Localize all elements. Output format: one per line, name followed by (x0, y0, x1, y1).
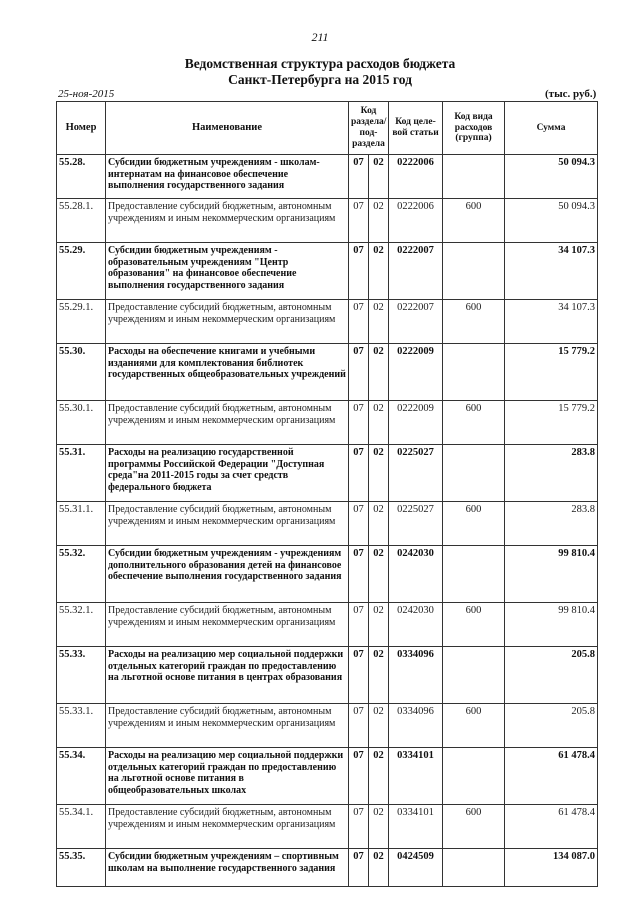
row-name: Предоставление субсидий бюджетным, автономным учреждениям и иным некоммерческим организациям (106, 603, 349, 647)
row-sum: 15 779.2 (505, 401, 598, 445)
document-title-line-2: Санкт-Петербурга на 2015 год (228, 72, 412, 87)
row-section: 07 (349, 546, 369, 603)
row-name: Субсидии бюджетным учреждениям - образовательным учреждениям "Центр образования" на финансовое обеспечение выполнения государственного задания (106, 243, 349, 300)
table-row (57, 647, 598, 704)
table-row (57, 603, 598, 647)
row-expense-kind: 600 (443, 502, 505, 546)
row-section: 07 (349, 603, 369, 647)
row-section: 07 (349, 344, 369, 401)
row-expense-kind (443, 546, 505, 603)
row-target-code: 0222009 (389, 401, 443, 445)
row-number: 55.30. (57, 344, 106, 401)
row-sum: 61 478.4 (505, 748, 598, 805)
row-expense-kind: 600 (443, 805, 505, 849)
row-number: 55.29. (57, 243, 106, 300)
row-name: Предоставление субсидий бюджетным, автономным учреждениям и иным некоммерческим организациям (106, 300, 349, 344)
row-sum: 134 087.0 (505, 849, 598, 887)
header-sum: Сумма (505, 102, 598, 155)
table-row (57, 704, 598, 748)
row-target-code: 0222006 (389, 155, 443, 199)
row-expense-kind (443, 155, 505, 199)
header-section-code: Код раздела/ под-раздела (349, 102, 389, 155)
row-subsection: 02 (369, 300, 389, 344)
document-title-line-1: Ведомственная структура расходов бюджета (184, 56, 456, 71)
row-target-code: 0334101 (389, 805, 443, 849)
row-subsection: 02 (369, 344, 389, 401)
row-expense-kind: 600 (443, 603, 505, 647)
row-subsection: 02 (369, 849, 389, 887)
row-number: 55.29.1. (57, 300, 106, 344)
row-target-code: 0334096 (389, 704, 443, 748)
table-row (57, 344, 598, 401)
row-number: 55.28.1. (57, 199, 106, 243)
document-date: 25-ноя-2015 (58, 88, 115, 100)
table-row (57, 805, 598, 849)
table-row (57, 546, 598, 603)
table-row (57, 155, 598, 199)
table-row (57, 748, 598, 805)
row-number: 55.32. (57, 546, 106, 603)
row-name: Предоставление субсидий бюджетным, автономным учреждениям и иным некоммерческим организациям (106, 401, 349, 445)
row-section: 07 (349, 748, 369, 805)
row-section: 07 (349, 647, 369, 704)
row-sum: 61 478.4 (505, 805, 598, 849)
row-sum: 283.8 (505, 445, 598, 502)
row-subsection: 02 (369, 155, 389, 199)
table-row (57, 445, 598, 502)
row-target-code: 0222007 (389, 243, 443, 300)
row-number: 55.33.1. (57, 704, 106, 748)
row-section: 07 (349, 805, 369, 849)
row-section: 07 (349, 300, 369, 344)
row-name: Предоставление субсидий бюджетным, автономным учреждениям и иным некоммерческим организациям (106, 805, 349, 849)
header-name: Наименование (106, 102, 349, 155)
row-subsection: 02 (369, 748, 389, 805)
row-expense-kind (443, 748, 505, 805)
budget-table (56, 101, 598, 887)
row-section: 07 (349, 199, 369, 243)
units-label: (тыс. руб.) (545, 88, 597, 100)
row-expense-kind (443, 344, 505, 401)
row-name: Предоставление субсидий бюджетным, автономным учреждениям и иным некоммерческим организациям (106, 704, 349, 748)
row-sum: 15 779.2 (505, 344, 598, 401)
row-target-code: 0225027 (389, 502, 443, 546)
row-subsection: 02 (369, 603, 389, 647)
header-target-code: Код целе-вой статьи (389, 102, 443, 155)
row-sum: 50 094.3 (505, 155, 598, 199)
row-target-code: 0222006 (389, 199, 443, 243)
row-section: 07 (349, 445, 369, 502)
row-sum: 50 094.3 (505, 199, 598, 243)
row-section: 07 (349, 155, 369, 199)
row-sum: 34 107.3 (505, 243, 598, 300)
row-target-code: 0242030 (389, 546, 443, 603)
row-number: 55.31. (57, 445, 106, 502)
row-section: 07 (349, 502, 369, 546)
row-section: 07 (349, 401, 369, 445)
page-number: 211 (311, 30, 329, 44)
row-subsection: 02 (369, 704, 389, 748)
row-subsection: 02 (369, 243, 389, 300)
row-name: Субсидии бюджетным учреждениям – спортивным школам на выполнение государственного задания (106, 849, 349, 887)
row-subsection: 02 (369, 445, 389, 502)
row-number: 55.34.1. (57, 805, 106, 849)
row-number: 55.31.1. (57, 502, 106, 546)
row-name: Предоставление субсидий бюджетным, автономным учреждениям и иным некоммерческим организациям (106, 199, 349, 243)
row-sum: 205.8 (505, 704, 598, 748)
row-sum: 99 810.4 (505, 546, 598, 603)
row-section: 07 (349, 243, 369, 300)
row-number: 55.35. (57, 849, 106, 887)
header-number: Номер (57, 102, 106, 155)
row-expense-kind (443, 243, 505, 300)
row-sum: 205.8 (505, 647, 598, 704)
table-row (57, 849, 598, 887)
row-subsection: 02 (369, 546, 389, 603)
row-number: 55.34. (57, 748, 106, 805)
row-target-code: 0225027 (389, 445, 443, 502)
row-expense-kind (443, 445, 505, 502)
row-sum: 283.8 (505, 502, 598, 546)
row-number: 55.32.1. (57, 603, 106, 647)
row-number: 55.30.1. (57, 401, 106, 445)
row-number: 55.28. (57, 155, 106, 199)
row-name: Расходы на реализацию государственной программы Российской Федерации "Доступная среда"на 2011-2015 годы за счет средств федерального бюджета (106, 445, 349, 502)
row-section: 07 (349, 704, 369, 748)
row-name: Предоставление субсидий бюджетным, автономным учреждениям и иным некоммерческим организациям (106, 502, 349, 546)
table-row (57, 401, 598, 445)
row-name: Расходы на реализацию мер социальной поддержки отдельных категорий граждан по предоставлению на льготной основе питания в центрах образования (106, 647, 349, 704)
row-target-code: 0222007 (389, 300, 443, 344)
row-expense-kind (443, 849, 505, 887)
row-target-code: 0222009 (389, 344, 443, 401)
row-target-code: 0242030 (389, 603, 443, 647)
row-expense-kind: 600 (443, 300, 505, 344)
row-name: Расходы на реализацию мер социальной поддержки отдельных категорий граждан по предоставлению на льготной основе питания в общеобразовательных школах (106, 748, 349, 805)
table-header-row (57, 102, 598, 155)
row-subsection: 02 (369, 401, 389, 445)
row-sum: 34 107.3 (505, 300, 598, 344)
row-number: 55.33. (57, 647, 106, 704)
row-sum: 99 810.4 (505, 603, 598, 647)
row-expense-kind: 600 (443, 401, 505, 445)
row-name: Субсидии бюджетным учреждениям - школам-интернатам на финансовое обеспечение выполнения государственного задания (106, 155, 349, 199)
row-target-code: 0334101 (389, 748, 443, 805)
row-target-code: 0424509 (389, 849, 443, 887)
row-subsection: 02 (369, 647, 389, 704)
row-expense-kind (443, 647, 505, 704)
table-row (57, 199, 598, 243)
table-row (57, 243, 598, 300)
row-subsection: 02 (369, 805, 389, 849)
row-name: Субсидии бюджетным учреждениям - учреждениям дополнительного образования детей на финансовое обеспечение выполнения государственного задания (106, 546, 349, 603)
table-row (57, 300, 598, 344)
row-target-code: 0334096 (389, 647, 443, 704)
row-subsection: 02 (369, 502, 389, 546)
table-row (57, 502, 598, 546)
row-expense-kind: 600 (443, 704, 505, 748)
header-expense-kind: Код вида расходов (группа) (443, 102, 505, 155)
row-subsection: 02 (369, 199, 389, 243)
row-name: Расходы на обеспечение книгами и учебными изданиями для комплектования библиотек государственных общеобразовательных учреждений (106, 344, 349, 401)
row-expense-kind: 600 (443, 199, 505, 243)
row-section: 07 (349, 849, 369, 887)
